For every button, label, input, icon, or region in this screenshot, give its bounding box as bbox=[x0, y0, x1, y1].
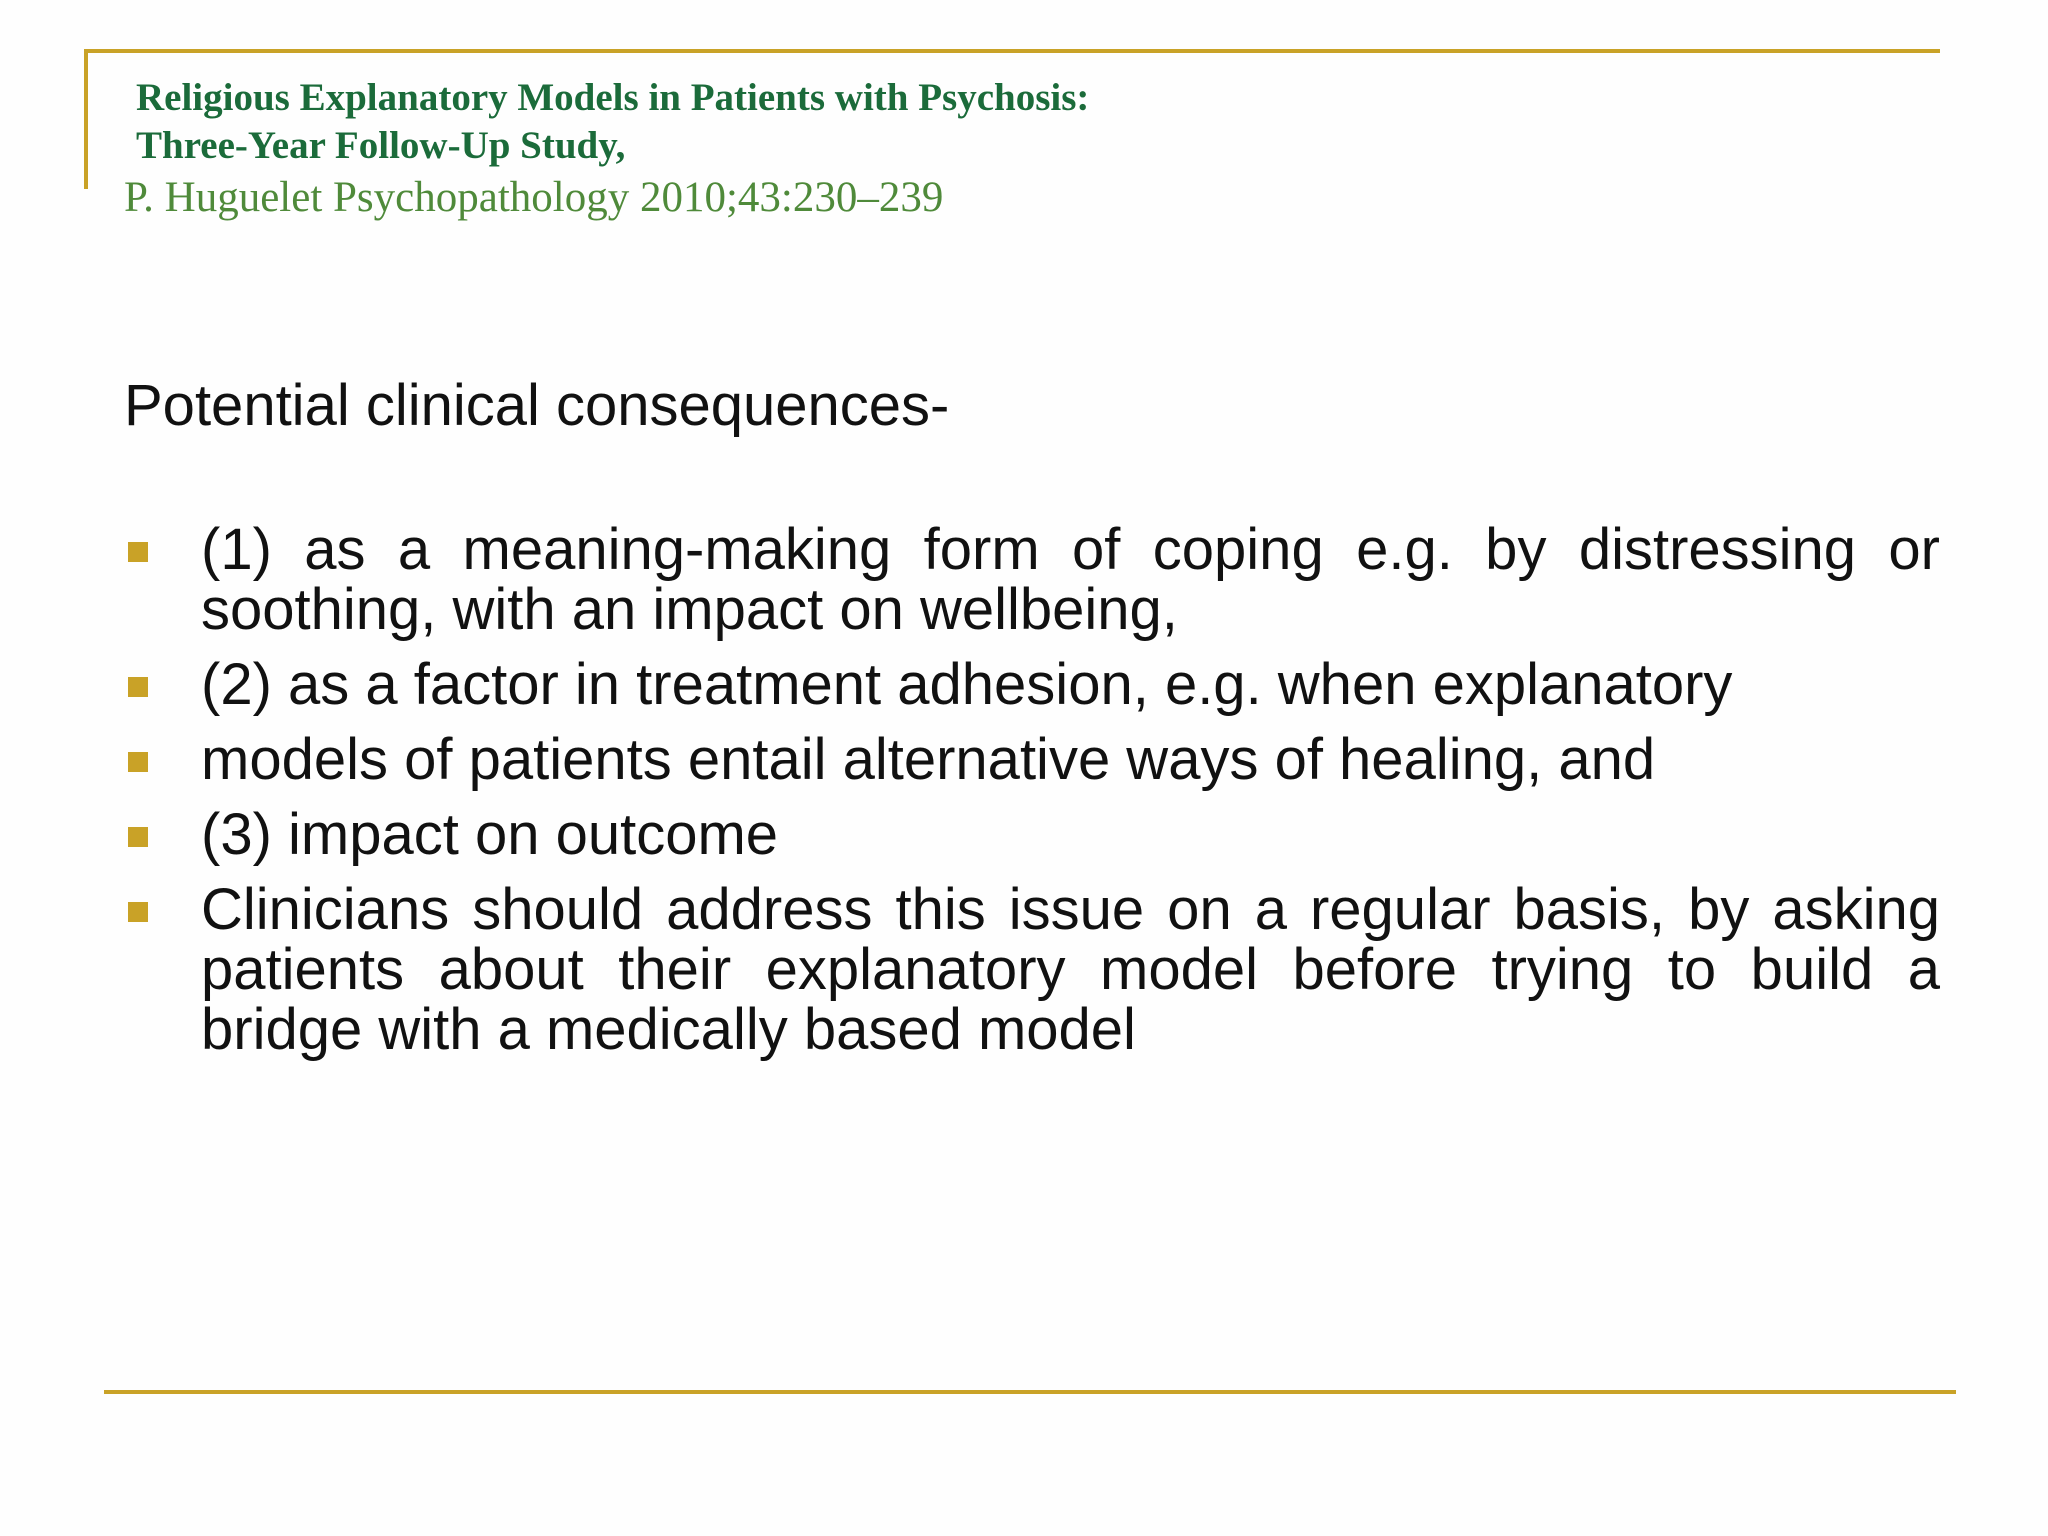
bullet-list bbox=[124, 517, 1940, 1075]
slide-title bbox=[136, 74, 1896, 170]
citation: P. Huguelet Psychopathology 2010;43:230–239 bbox=[124, 174, 944, 221]
left-divider bbox=[84, 49, 88, 189]
square-bullet-icon bbox=[128, 902, 148, 922]
square-bullet-icon bbox=[128, 827, 148, 847]
title-line-2: Three-Year Follow-Up Study, bbox=[136, 124, 626, 167]
bullet-item bbox=[124, 727, 1940, 792]
square-bullet-icon bbox=[128, 677, 148, 697]
bullet-text: (2) as a factor in treatment adhesion, e.g. when explanatory bbox=[201, 652, 1733, 717]
bullet-text: (3) impact on outcome bbox=[201, 802, 779, 867]
bullet-item bbox=[124, 877, 1940, 1062]
bullet-item bbox=[124, 652, 1940, 717]
lead-text: Potential clinical consequences- bbox=[124, 373, 950, 438]
square-bullet-icon bbox=[128, 752, 148, 772]
bullet-item bbox=[124, 517, 1940, 642]
bullet-text: models of patients entail alternative ways of healing, and bbox=[201, 727, 1656, 792]
square-bullet-icon bbox=[128, 542, 148, 562]
bullet-text: Clinicians should address this issue on a regular basis, by asking patients about their explanatory model before trying to build a bridge with a medically based model bbox=[201, 877, 1940, 1062]
title-line-1: Religious Explanatory Models in Patients with Psychosis: bbox=[136, 76, 1090, 119]
bullet-item bbox=[124, 802, 1940, 867]
bullet-text: (1) as a meaning-making form of coping e.g. by distressing or soothing, with an impact on wellbeing, bbox=[201, 517, 1940, 642]
top-divider bbox=[84, 49, 1940, 53]
bottom-divider bbox=[104, 1390, 1956, 1394]
